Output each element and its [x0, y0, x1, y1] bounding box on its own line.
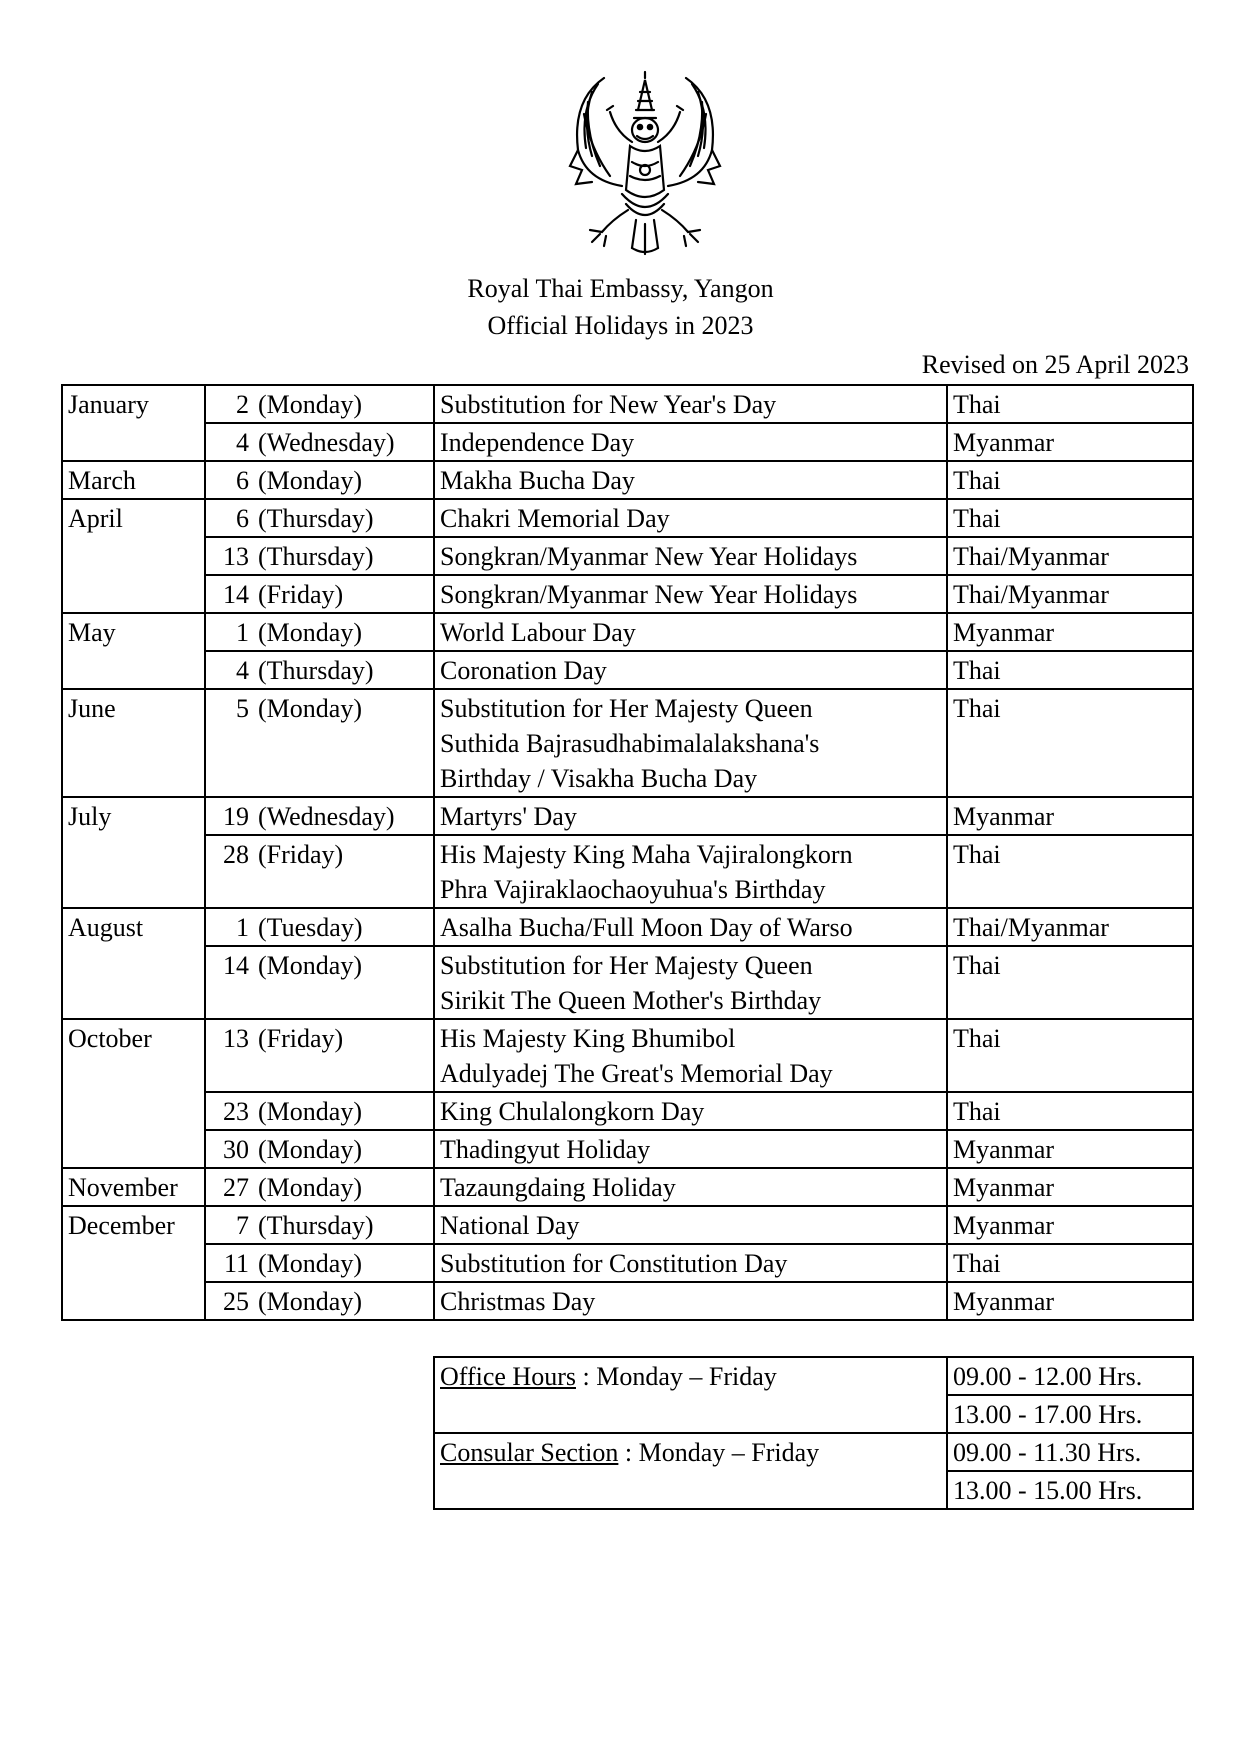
holiday-row	[62, 1206, 1193, 1244]
country-cell: Thai	[947, 835, 1193, 908]
country-cell: Thai	[947, 385, 1193, 423]
weekday: (Monday)	[258, 1097, 362, 1126]
weekday: (Monday)	[258, 694, 362, 723]
country-cell: Thai	[947, 689, 1193, 797]
day-number: 4	[236, 656, 249, 685]
holiday-name: His Majesty King Maha Vajiralongkorn Phra Vajiraklaochaoyuhua's Birthday	[434, 835, 947, 908]
holiday-name: Substitution for New Year's Day	[434, 385, 947, 423]
consular-section-label: Consular Section	[440, 1438, 619, 1467]
weekday: (Friday)	[258, 840, 344, 869]
weekday: (Monday)	[258, 1173, 362, 1202]
day-number: 7	[236, 1211, 249, 1240]
day-number: 11	[223, 1249, 249, 1278]
holiday-name: His Majesty King Bhumibol Adulyadej The Great's Memorial Day	[434, 1019, 947, 1092]
holiday-row	[62, 461, 1193, 499]
country-cell: Myanmar	[947, 1282, 1193, 1320]
day-number: 27	[223, 1173, 249, 1202]
holiday-name: Tazaungdaing Holiday	[434, 1168, 947, 1206]
country-cell: Thai/Myanmar	[947, 537, 1193, 575]
country-cell: Myanmar	[947, 1168, 1193, 1206]
weekday: (Monday)	[258, 466, 362, 495]
holiday-row	[62, 835, 1193, 908]
weekday: (Friday)	[258, 580, 344, 609]
country-cell: Thai/Myanmar	[947, 575, 1193, 613]
consular-hours-row	[434, 1433, 1193, 1471]
date-cell	[205, 1130, 434, 1168]
month-cell: March	[62, 461, 205, 499]
office-hours-label: Office Hours	[440, 1362, 576, 1391]
month-cell: April	[62, 499, 205, 613]
holiday-name: Coronation Day	[434, 651, 947, 689]
holiday-name: Thadingyut Holiday	[434, 1130, 947, 1168]
date-cell	[205, 613, 434, 651]
country-cell: Thai	[947, 1244, 1193, 1282]
office-hours-row	[434, 1357, 1193, 1395]
weekday: (Friday)	[258, 1024, 344, 1053]
consular-section-label-cell	[434, 1433, 947, 1509]
weekday: (Monday)	[258, 1287, 362, 1316]
weekday: (Thursday)	[258, 1211, 374, 1240]
date-cell	[205, 1206, 434, 1244]
country-cell: Thai/Myanmar	[947, 908, 1193, 946]
holiday-row	[62, 1130, 1193, 1168]
holiday-row	[62, 537, 1193, 575]
month-cell: January	[62, 385, 205, 461]
date-cell	[205, 1168, 434, 1206]
country-cell: Thai	[947, 946, 1193, 1019]
date-cell	[205, 1092, 434, 1130]
date-cell	[205, 461, 434, 499]
weekday: (Monday)	[258, 1249, 362, 1278]
date-cell	[205, 908, 434, 946]
country-cell: Myanmar	[947, 423, 1193, 461]
date-cell	[205, 835, 434, 908]
day-number: 23	[223, 1097, 249, 1126]
date-cell	[205, 946, 434, 1019]
country-cell: Myanmar	[947, 1206, 1193, 1244]
date-cell	[205, 1244, 434, 1282]
office-hours-slot: 13.00 - 17.00 Hrs.	[947, 1395, 1193, 1433]
weekday: (Wednesday)	[258, 428, 395, 457]
holiday-row	[62, 423, 1193, 461]
date-cell	[205, 689, 434, 797]
holiday-row	[62, 1282, 1193, 1320]
holiday-name: National Day	[434, 1206, 947, 1244]
date-cell	[205, 385, 434, 423]
holiday-row	[62, 908, 1193, 946]
country-cell: Myanmar	[947, 797, 1193, 835]
day-number: 14	[223, 580, 249, 609]
holiday-name: Independence Day	[434, 423, 947, 461]
consular-hours-slot: 13.00 - 15.00 Hrs.	[947, 1471, 1193, 1509]
holiday-name: World Labour Day	[434, 613, 947, 651]
holiday-name: Songkran/Myanmar New Year Holidays	[434, 575, 947, 613]
day-number: 14	[223, 951, 249, 980]
weekday: (Monday)	[258, 618, 362, 647]
month-cell: May	[62, 613, 205, 689]
holiday-row	[62, 946, 1193, 1019]
day-number: 1	[236, 913, 249, 942]
country-cell: Thai	[947, 1019, 1193, 1092]
holiday-name: Substitution for Her Majesty Queen Sirikit The Queen Mother's Birthday	[434, 946, 947, 1019]
month-cell: December	[62, 1206, 205, 1320]
weekday: (Monday)	[258, 951, 362, 980]
date-cell	[205, 423, 434, 461]
holiday-name: Martyrs' Day	[434, 797, 947, 835]
country-cell: Thai	[947, 1092, 1193, 1130]
weekday: (Tuesday)	[258, 913, 363, 942]
holiday-row	[62, 797, 1193, 835]
embassy-name: Royal Thai Embassy, Yangon	[467, 274, 774, 303]
date-cell	[205, 575, 434, 613]
holiday-name: Asalha Bucha/Full Moon Day of Warso	[434, 908, 947, 946]
holiday-row	[62, 499, 1193, 537]
holiday-row	[62, 651, 1193, 689]
date-cell	[205, 499, 434, 537]
month-cell: June	[62, 689, 205, 797]
holiday-row	[62, 575, 1193, 613]
day-number: 13	[223, 1024, 249, 1053]
garuda-emblem-icon	[552, 70, 738, 258]
day-number: 25	[223, 1287, 249, 1316]
office-hours-slot: 09.00 - 12.00 Hrs.	[947, 1357, 1193, 1395]
holiday-row	[62, 689, 1193, 797]
day-number: 1	[236, 618, 249, 647]
consular-hours-slot: 09.00 - 11.30 Hrs.	[947, 1433, 1193, 1471]
day-number: 19	[223, 802, 249, 831]
revision-date: Revised on 25 April 2023	[921, 350, 1189, 379]
holiday-name: Chakri Memorial Day	[434, 499, 947, 537]
holiday-row	[62, 385, 1193, 423]
country-cell: Thai	[947, 651, 1193, 689]
holiday-name: Songkran/Myanmar New Year Holidays	[434, 537, 947, 575]
weekday: (Thursday)	[258, 656, 374, 685]
consular-section-days: : Monday – Friday	[618, 1438, 820, 1467]
day-number: 5	[236, 694, 249, 723]
date-cell	[205, 797, 434, 835]
month-cell: November	[62, 1168, 205, 1206]
day-number: 6	[236, 504, 249, 533]
month-cell: October	[62, 1019, 205, 1168]
weekday: (Monday)	[258, 1135, 362, 1164]
holiday-row	[62, 1092, 1193, 1130]
country-cell: Thai	[947, 461, 1193, 499]
weekday: (Thursday)	[258, 504, 374, 533]
office-hours-label-cell	[434, 1357, 947, 1433]
weekday: (Thursday)	[258, 542, 374, 571]
date-cell	[205, 537, 434, 575]
holiday-name: Christmas Day	[434, 1282, 947, 1320]
date-cell	[205, 1019, 434, 1092]
month-cell: July	[62, 797, 205, 908]
holiday-row	[62, 1019, 1193, 1092]
day-number: 2	[236, 390, 249, 419]
month-cell: August	[62, 908, 205, 1019]
date-cell	[205, 1282, 434, 1320]
office-hours-table	[433, 1356, 1194, 1510]
day-number: 6	[236, 466, 249, 495]
weekday: (Wednesday)	[258, 802, 395, 831]
country-cell: Myanmar	[947, 613, 1193, 651]
day-number: 30	[223, 1135, 249, 1164]
day-number: 13	[223, 542, 249, 571]
holiday-name: Substitution for Constitution Day	[434, 1244, 947, 1282]
day-number: 28	[223, 840, 249, 869]
document-title: Official Holidays in 2023	[487, 311, 754, 340]
holiday-name: Makha Bucha Day	[434, 461, 947, 499]
holiday-row	[62, 1244, 1193, 1282]
date-cell	[205, 651, 434, 689]
office-hours-days: : Monday – Friday	[575, 1362, 777, 1391]
holiday-name: Substitution for Her Majesty Queen Suthida Bajrasudhabimalalakshana's Birthday / Visakha Bucha Day	[434, 689, 947, 797]
day-number: 4	[236, 428, 249, 457]
weekday: (Monday)	[258, 390, 362, 419]
holiday-row	[62, 613, 1193, 651]
holidays-table	[61, 384, 1194, 1321]
holiday-row	[62, 1168, 1193, 1206]
country-cell: Thai	[947, 499, 1193, 537]
country-cell: Myanmar	[947, 1130, 1193, 1168]
holiday-name: King Chulalongkorn Day	[434, 1092, 947, 1130]
